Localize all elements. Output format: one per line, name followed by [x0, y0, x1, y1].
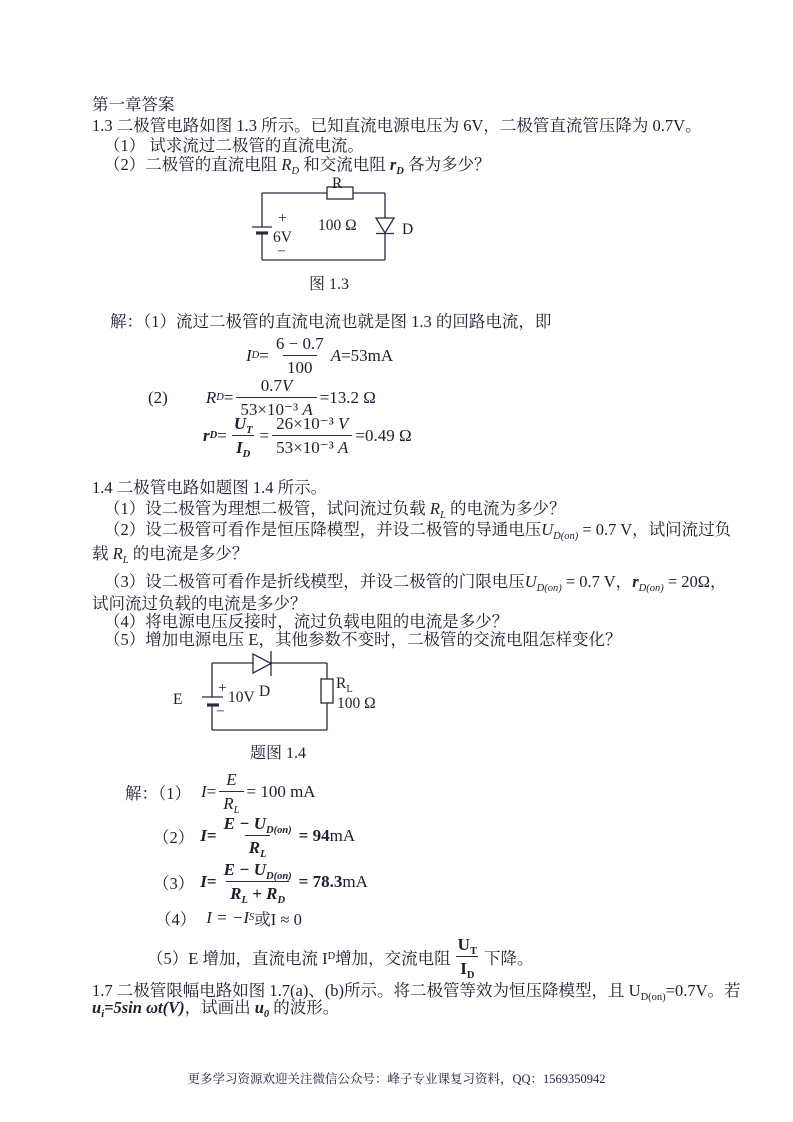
fraction-ut-id [230, 412, 257, 460]
l1-text-post: =0.7V。若 [665, 981, 741, 1000]
q1-text-post: 的电流为多少？ [445, 499, 566, 518]
problem-1-4-q5: （5）增加电源电压 E，其他参数不变时，二极管的交流电阻怎样变化？ [104, 630, 622, 649]
fraction [220, 858, 296, 906]
var-RD: R [281, 155, 292, 174]
eq-expr: I = −I [206, 908, 250, 927]
problem-1-3-q2 [104, 154, 490, 175]
eq-unit: mA [329, 825, 356, 845]
l2-text-post: 的波形。 [269, 998, 340, 1017]
denominator [456, 956, 478, 980]
problem-1-4-q4: （4）将电源电压反接时，流过负载电阻的电流是多少？ [104, 612, 509, 631]
var-ui: u [92, 998, 102, 1017]
load-resistor-label [336, 675, 353, 695]
fraction-ut-id [454, 933, 481, 981]
item-label: (2) [148, 387, 168, 407]
eq-result: =53mA [341, 345, 394, 365]
fraction-numeric [272, 412, 352, 460]
num-expr: E − U [223, 860, 266, 879]
sub-Don: D(on) [640, 992, 666, 1003]
var-u0: u [254, 998, 264, 1017]
solution-1-4-eq4: （4） I = −I S 或I ≈ 0 [155, 908, 302, 929]
solution-1-4-eq2 [153, 812, 355, 860]
denominator [226, 881, 289, 905]
eq-unit: mA [342, 871, 368, 891]
problem-1-7-line2 [92, 997, 339, 1018]
diode-symbol [376, 218, 394, 233]
eq-var-I: I [246, 345, 252, 365]
sub-L: L [122, 555, 129, 566]
l1-text: 1.7 二极管限幅电路如图 1.7(a)、(b)所示。将二极管等效为恒压降模型，且 U [92, 981, 641, 1000]
problem-1-4-q2-cont [92, 543, 248, 564]
sub-D: D [242, 449, 251, 461]
solution-1-4-eq5: （5）E 增加，直流电流 I D 增加，交流电阻 $\frac{U_T}{I_D}$ 下降。 [147, 935, 534, 982]
q2-text-mid: 和交流电阻 [299, 155, 390, 174]
fraction [220, 812, 296, 860]
equals-sign: = [206, 781, 217, 801]
sub-L: L [233, 805, 240, 817]
var-UT: U [457, 935, 470, 954]
equation-1-3-rd-dynamic: r D = $\frac{U_T}{I_D}$ = $\frac{\text{26×10⁻³ V}}{\text{53×10⁻³ A}}$ =0.49 Ω [203, 414, 412, 461]
equals-sign: = [206, 871, 217, 891]
num-expr: E − U [223, 814, 266, 833]
battery-plus-label: + [218, 680, 227, 697]
numerator [257, 374, 297, 397]
expr-sine: =5sin ωt(V) [104, 998, 185, 1017]
numerator [454, 933, 481, 956]
var-UT: U [233, 414, 247, 433]
fraction [272, 332, 328, 380]
problem-1-4-q2 [104, 519, 731, 540]
item-label: （3） [153, 873, 195, 893]
var-rdon: r [632, 572, 639, 591]
numerator [220, 858, 296, 881]
sub-T: T [246, 425, 253, 436]
eq-result: =0.49 Ω [355, 425, 412, 445]
eq-var-I: I [200, 825, 207, 845]
q3-text-mid: = 0.7 V， [561, 572, 633, 591]
equation-1-3-id: I D = $\frac{6 - 0.7}{100}$ A =53mA [246, 332, 393, 380]
equation-1-3-rd-static: (2) R D = $\frac{0.7V}{\text{53×10⁻³ A}}$ =13.2 Ω [148, 374, 376, 422]
q3-text-post: = 20Ω， [663, 572, 727, 591]
sub-i: i [101, 1009, 105, 1020]
resistor-value-label: 100 Ω [318, 217, 357, 234]
sub-D: D [466, 970, 475, 982]
num-value: 26×10⁻³ [276, 414, 339, 433]
resistor-symbol [321, 679, 333, 703]
solution-1-4-eq1 [125, 768, 316, 816]
q3-text: （3）设二极管可看作是折线模型，并设二极管的门限电压 [104, 572, 525, 591]
sub-Don: D(on) [536, 583, 562, 594]
eq-alt-text: 或I ≈ 0 [254, 910, 302, 929]
diode-name-label: D [259, 683, 271, 700]
eq-var-r: r [203, 425, 210, 445]
chapter-heading: 第一章答案 [92, 95, 175, 114]
den-unit: A [302, 400, 313, 420]
battery-plus-label: + [278, 210, 287, 227]
sub-D: D [277, 895, 286, 907]
figure-1-4-circuit [165, 650, 410, 762]
numerator [230, 412, 257, 435]
figure-1-3-caption: 图 1.3 [309, 276, 350, 293]
q2b-text: 载 [92, 544, 113, 563]
item-label: （4） [155, 910, 197, 929]
sub-L: L [260, 849, 267, 861]
den-value: 53×10⁻³ [240, 400, 303, 420]
numerator: 6 − 0.7 [275, 334, 324, 353]
numerator [220, 812, 296, 835]
figure-1-4-caption: 题图 1.4 [250, 745, 307, 762]
numerator: E [226, 770, 237, 789]
denominator [232, 435, 254, 459]
problem-1-3-intro: 1.3 二极管电路如图 1.3 所示。已知直流电源电压为 6V，二极管直流管压降为 0.7V。 [92, 116, 702, 135]
problem-1-4-q1 [104, 498, 565, 519]
q2-text: （2）二极管的直流电阻 [104, 155, 282, 174]
problem-1-3-q1: （1） 试求流过二极管的直流电流。 [104, 136, 364, 155]
equals-sign-2: = [259, 425, 270, 445]
sub-L: L [346, 684, 353, 695]
eq-result: = 94 [298, 825, 330, 845]
problem-1-4-q3 [104, 571, 727, 592]
resistor-value-label: 100 Ω [337, 695, 376, 712]
var-RL: R [230, 884, 242, 904]
q2b-text-post: 的电流是多少？ [128, 544, 249, 563]
fraction [219, 768, 243, 816]
denominator [272, 435, 352, 459]
equals-sign: = [259, 345, 269, 365]
battery-minus-label: − [216, 703, 225, 720]
var-ID: I [236, 438, 243, 458]
problem-1-4-intro: 1.4 二极管电路如题图 1.4 所示。 [92, 478, 328, 497]
statement-text-mid: 增加，交流电阻 [335, 948, 451, 968]
sub-L: L [439, 510, 446, 521]
var-R: R [248, 838, 261, 858]
equals-sign: = [217, 425, 227, 445]
den-value: 53×10⁻³ [276, 438, 339, 458]
battery-voltage-label: 6V [273, 229, 292, 246]
eq-var-I: I [200, 871, 207, 891]
var-rd: r [389, 155, 397, 174]
num-unit: V [281, 376, 293, 395]
equals-sign: = [223, 387, 234, 407]
statement-text: （5）E 增加，直流电流 I [147, 948, 328, 968]
sub-L: L [241, 895, 248, 907]
q2-text: （2）设二极管可看作是恒压降模型，并设二极管的导通电压 [104, 520, 542, 539]
eq-result: = 78.3 [298, 871, 343, 891]
var-RL: R [336, 675, 347, 692]
eq-result: =13.2 Ω [319, 387, 376, 407]
var-U: U [524, 572, 537, 591]
diode-symbol [253, 654, 271, 673]
solution-1-3-intro: 解：（1）流过二极管的直流电流也就是图 1.3 的回路电流，即 [110, 312, 552, 331]
eq-var-R: R [205, 387, 217, 407]
var-RL: R [112, 544, 123, 563]
diode-name-label: D [402, 221, 414, 238]
eq-result: = 100 mA [246, 781, 316, 801]
sub-Don: D(on) [265, 825, 292, 836]
var-ID: I [460, 959, 467, 979]
eq-var-I: I [201, 781, 207, 801]
sub-Don: D(on) [265, 871, 292, 882]
l2-text-mid: ，试画出 [184, 998, 255, 1017]
equals-sign: = [206, 825, 217, 845]
q1-text: （1）设二极管为理想二极管，试问流过负载 [104, 499, 430, 518]
num-unit: V [338, 414, 349, 433]
problem-1-4-q3-cont: 试问流过负载的电流是多少？ [92, 594, 307, 613]
plus-var-RD: + R [247, 884, 278, 904]
source-name-label: E [173, 691, 183, 708]
var-R: R [223, 794, 234, 814]
var-U: U [541, 520, 554, 539]
denominator: 100 [283, 355, 317, 379]
q2-text-post: = 0.7 V，试问流过负 [578, 520, 732, 539]
var-RL: R [429, 499, 440, 518]
battery-minus-label: − [277, 243, 286, 260]
resistor-name-label: R [332, 175, 343, 192]
q2-text-post: 各为多少？ [403, 155, 491, 174]
statement-text-post: 下降。 [483, 948, 534, 968]
battery-voltage-label: 10V [228, 689, 255, 706]
sub-D2: D [396, 166, 404, 177]
sub-D: D [291, 166, 300, 177]
page-footer: 更多学习资源欢迎关注微信公众号：峰子专业课复习资料，QQ：1569350942 [187, 1072, 606, 1086]
den-unit: A [338, 438, 349, 458]
sub-T: T [469, 946, 477, 957]
numerator [272, 412, 352, 435]
solution-1-4-eq3 [153, 858, 368, 906]
sub-0: 0 [263, 1009, 270, 1020]
num-value: 0.7 [260, 376, 282, 395]
solution-label: 解：（1） [125, 783, 191, 803]
sub-Don2: D(on) [638, 583, 664, 594]
item-label: （2） [153, 827, 195, 847]
figure-1-3-circuit [245, 174, 435, 300]
sub-Don: D(on) [553, 531, 579, 542]
unit-A: A [330, 345, 342, 365]
denominator [245, 835, 271, 859]
